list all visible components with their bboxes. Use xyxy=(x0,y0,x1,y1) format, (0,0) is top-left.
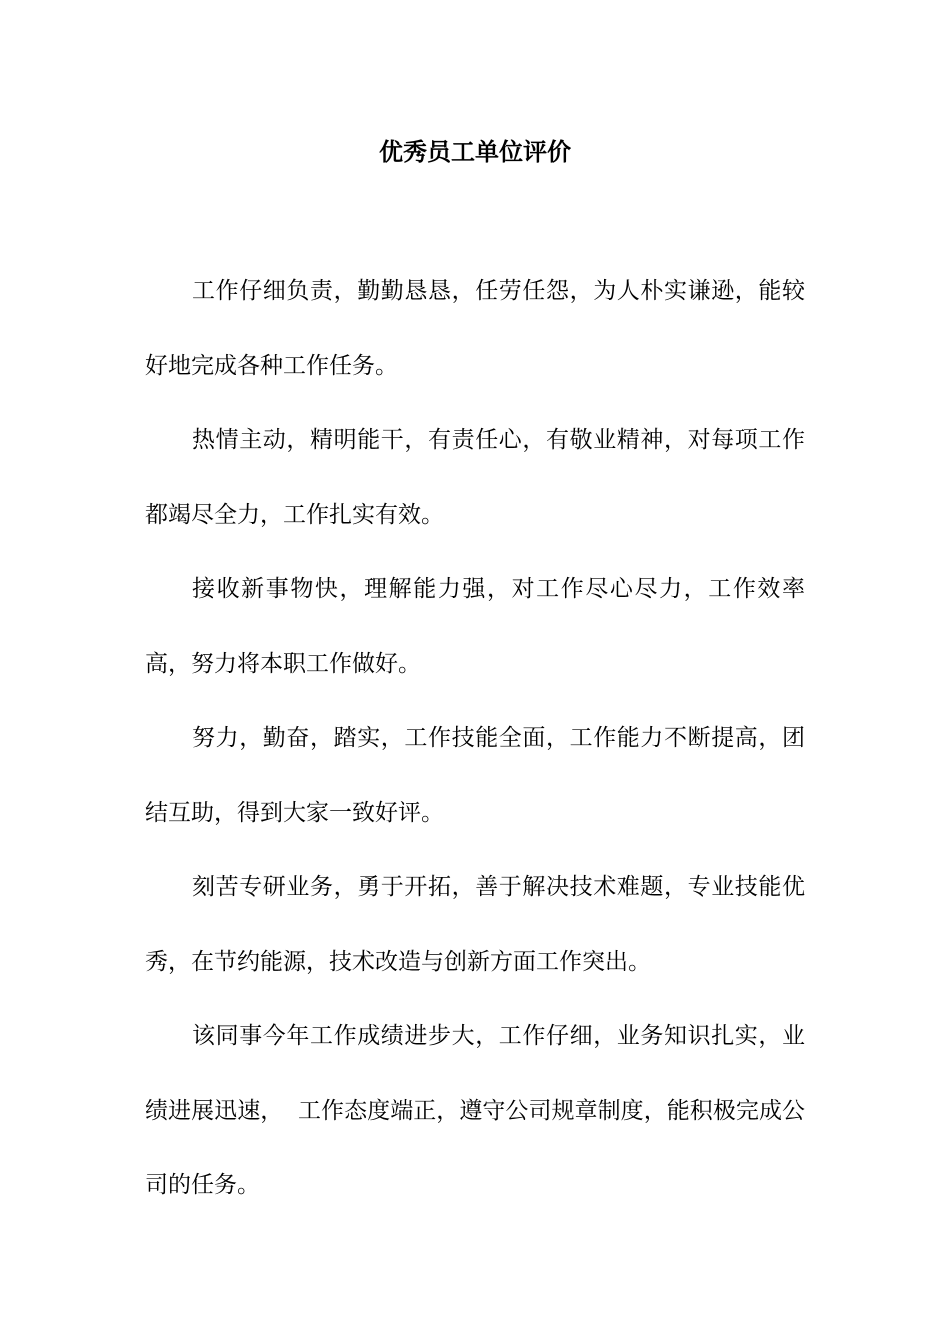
document-title: 优秀员工单位评价 xyxy=(379,137,571,166)
paragraph-2: 热情主动，精明能干，有责任心，有敬业精神，对每项工作都竭尽全力，工作扎实有效。 xyxy=(145,427,805,528)
paragraph-3: 接收新事物快，理解能力强，对工作尽心尽力，工作效率高，努力将本职工作做好。 xyxy=(145,576,805,677)
paragraph-1: 工作仔细负责，勤勤恳恳，任劳任怨，为人朴实谦逊，能较好地完成各种工作任务。 xyxy=(145,278,805,379)
paragraph-5: 刻苦专研业务，勇于开拓，善于解决技术难题，专业技能优秀，在节约能源，技术改造与创新方面工作突出。 xyxy=(145,874,805,975)
paragraph-4: 努力，勤奋，踏实，工作技能全面，工作能力不断提高，团结互助，得到大家一致好评。 xyxy=(145,725,805,826)
document-body xyxy=(145,254,805,1223)
paragraph-6: 该同事今年工作成绩进步大，工作仔细，业务知识扎实，业绩进展迅速， 工作态度端正，遵守公司规章制度，能积极完成公司的任务。 xyxy=(145,1023,805,1198)
